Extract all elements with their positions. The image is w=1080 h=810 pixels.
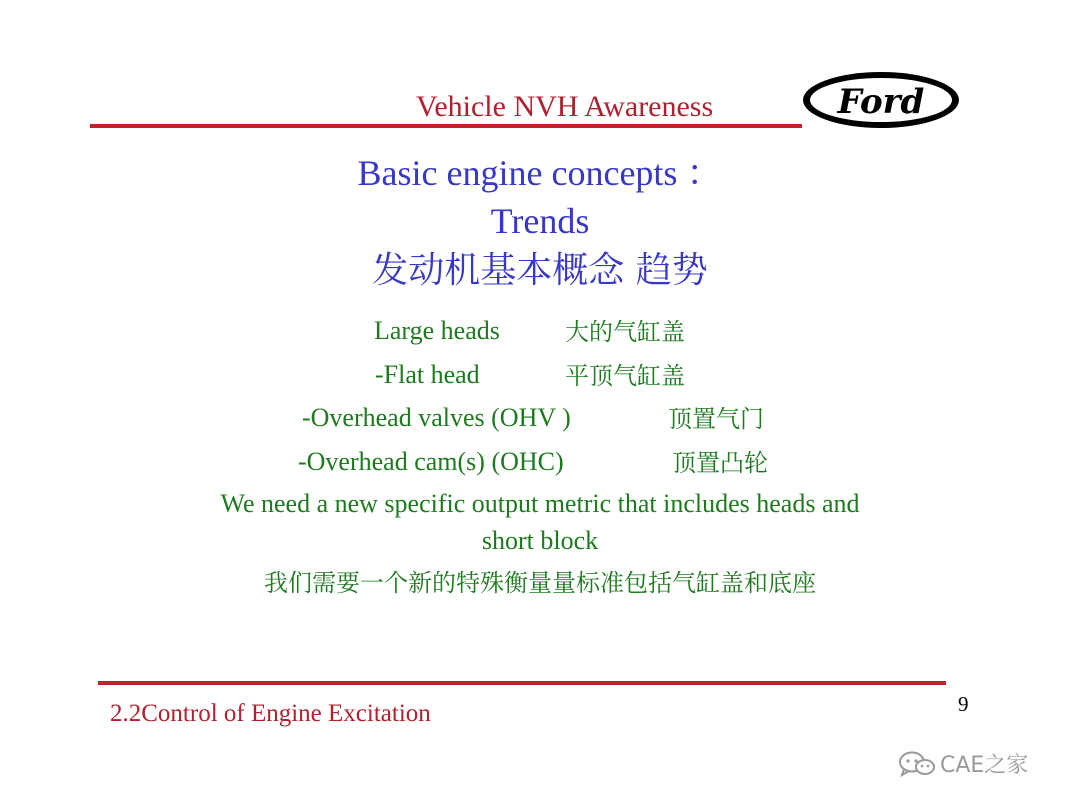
item-2-en: -Flat head: [375, 360, 480, 389]
statement-chinese: 我们需要一个新的特殊衡量量标准包括气缸盖和底座: [264, 569, 816, 597]
statement-line1: We need a new specific output metric that includes heads and: [220, 489, 860, 518]
header-divider: [90, 124, 802, 128]
statement-line2: short block: [481, 526, 599, 555]
headline-line2: Trends: [490, 201, 590, 241]
headline-chinese: 发动机基本概念 趋势: [372, 250, 708, 291]
item-1-en: Large heads: [374, 316, 500, 345]
footer-section-title: 2.2Control of Engine Excitation: [110, 700, 431, 727]
item-3-en: -Overhead valves (OHV ): [302, 403, 571, 432]
watermark: [898, 748, 1028, 779]
item-2-cn: 平顶气缸盖: [565, 362, 685, 390]
headline-line1: Basic engine concepts ：: [357, 153, 723, 193]
item-1-cn: 大的气缸盖: [565, 318, 685, 346]
header-title: Vehicle NVH Awareness: [416, 90, 714, 123]
page-number: 9: [958, 692, 969, 716]
wechat-icon: [898, 750, 936, 778]
item-4-en: -Overhead cam(s) (OHC): [298, 447, 564, 476]
item-3-cn: 顶置气门: [668, 405, 764, 433]
ford-logo-icon: [800, 70, 962, 130]
watermark-text: CAE之家: [940, 753, 1029, 778]
logo-wordmark: Ford: [837, 82, 925, 122]
item-4-cn: 顶置凸轮: [672, 449, 768, 477]
footer-divider: [98, 681, 946, 685]
ford-logo: [800, 70, 962, 130]
